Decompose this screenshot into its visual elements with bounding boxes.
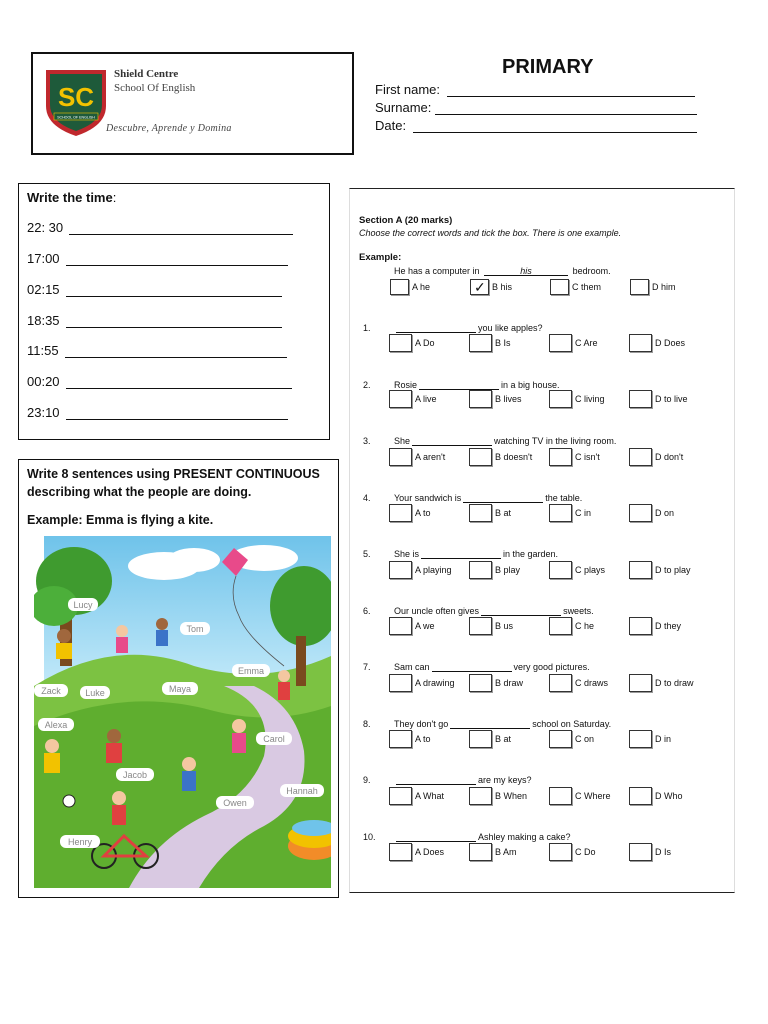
school-name: Shield Centre (114, 68, 179, 80)
answer-line[interactable] (69, 222, 293, 235)
question-sentence (394, 719, 611, 729)
answer-line[interactable] (65, 345, 287, 358)
surname-line[interactable] (435, 102, 697, 115)
answer-checkbox[interactable] (469, 617, 492, 635)
question-number: 5. (363, 549, 371, 559)
answer-option-label: D to draw (655, 678, 694, 688)
answer-checkbox[interactable] (629, 843, 652, 861)
answer-checkbox[interactable] (549, 448, 572, 466)
date-label: Date: (375, 118, 407, 133)
answer-checkbox[interactable] (389, 561, 412, 579)
name-tag-maya: Maya (168, 684, 192, 694)
answer-checkbox[interactable] (389, 787, 412, 805)
answer-checkbox[interactable] (389, 334, 412, 352)
question-sentence (394, 323, 543, 333)
answer-checkbox[interactable] (629, 730, 652, 748)
time-value: 22: 30 (27, 220, 64, 235)
question-blank[interactable] (419, 381, 499, 390)
answer-checkbox[interactable] (389, 504, 412, 522)
name-tag-zack: Zack (41, 686, 61, 696)
question-text-after: Ashley making a cake? (478, 832, 571, 842)
example-after: bedroom. (572, 266, 611, 276)
logo-letters: SC (57, 82, 95, 112)
question-number: 7. (363, 662, 371, 672)
section-a-title: Section A (20 marks) (359, 215, 453, 226)
answer-checkbox[interactable] (469, 674, 492, 692)
answer-checkbox[interactable] (469, 390, 492, 408)
question-blank[interactable] (396, 324, 476, 333)
question-blank[interactable] (450, 720, 530, 729)
answer-checkbox[interactable] (549, 504, 572, 522)
question-text-after: in a big house. (501, 380, 560, 390)
answer-checkbox[interactable] (549, 617, 572, 635)
answer-option-label: D they (655, 621, 682, 631)
answer-checkbox[interactable] (629, 787, 652, 805)
pc-instruction: Write 8 sentences using PRESENT CONTINUOUS describing what the people are doing. (27, 467, 320, 499)
question-sentence (394, 606, 594, 616)
question-blank[interactable] (463, 494, 543, 503)
answer-checkbox[interactable] (549, 390, 572, 408)
example-option-label: D him (652, 282, 676, 292)
example-checkbox[interactable] (390, 279, 409, 295)
question-number: 9. (363, 775, 371, 785)
first-name-label: First name: (375, 82, 441, 97)
question-number: 1. (363, 323, 371, 333)
name-tag-hannah: Hannah (286, 786, 318, 796)
answer-checkbox[interactable] (469, 448, 492, 466)
answer-option-label: C he (575, 621, 595, 631)
question-number: 3. (363, 436, 371, 446)
answer-checkbox[interactable] (549, 674, 572, 692)
answer-option-label: A to (415, 734, 431, 744)
question-text-before: She (394, 436, 411, 446)
pc-example: Example: Emma is flying a kite. (27, 513, 214, 527)
answer-option-label: A Does (415, 847, 445, 857)
question-text-before: Rosie (394, 380, 418, 390)
time-row[interactable] (27, 374, 292, 389)
question-number: 2. (363, 380, 371, 390)
example-blank (484, 267, 568, 276)
logo-ribbon-text: SCHOOL OF ENGLISH (57, 115, 95, 120)
date-field[interactable] (375, 118, 697, 133)
time-row[interactable] (27, 313, 282, 328)
answer-checkbox[interactable] (469, 504, 492, 522)
answer-checkbox[interactable] (469, 334, 492, 352)
time-value: 18:35 (27, 313, 60, 328)
time-value: 00:20 (27, 374, 60, 389)
answer-option-label: C plays (575, 565, 606, 575)
answer-line[interactable] (66, 284, 282, 297)
question-text-after: you like apples? (478, 323, 543, 333)
question-blank[interactable] (396, 833, 476, 842)
answer-option-label: A playing (415, 565, 452, 575)
name-tag-tom: Tom (186, 624, 204, 634)
name-tag-henry: Henry (67, 837, 93, 847)
answer-checkbox[interactable] (549, 561, 572, 579)
school-shield-logo (42, 66, 110, 138)
answer-option-label: B lives (495, 394, 522, 404)
answer-line[interactable] (66, 253, 288, 266)
cloud (168, 548, 220, 572)
answer-line[interactable] (66, 376, 292, 389)
child-figure (232, 719, 246, 733)
answer-option-label: B draw (495, 678, 524, 688)
answer-option-label: A to (415, 508, 431, 518)
example-label: Example: (359, 252, 402, 263)
answer-checkbox[interactable] (469, 561, 492, 579)
answer-option-label: C on (575, 734, 595, 744)
question-text-after: in the garden. (503, 549, 559, 559)
answer-checkbox[interactable] (549, 787, 572, 805)
answer-checkbox[interactable] (629, 617, 652, 635)
answer-option-label: B When (495, 791, 528, 801)
answer-option-label: A What (415, 791, 445, 801)
example-checkbox[interactable] (470, 279, 489, 295)
child-figure (45, 739, 59, 753)
answer-checkbox[interactable] (469, 843, 492, 861)
time-task-title (27, 190, 116, 205)
answer-option-label: C living (575, 394, 605, 404)
question-blank[interactable] (412, 437, 492, 446)
answer-checkbox[interactable] (629, 334, 652, 352)
answer-option-label: A aren't (415, 452, 446, 462)
answer-option-label: A live (415, 394, 437, 404)
answer-checkbox[interactable] (389, 390, 412, 408)
example-checkbox[interactable] (550, 279, 569, 295)
question-text-after: the table. (545, 493, 583, 503)
child-figure (156, 618, 168, 630)
question-sentence (394, 436, 616, 446)
example-checkbox[interactable] (630, 279, 649, 295)
checkmark-icon: ✓ (474, 279, 486, 295)
answer-option-label: C draws (575, 678, 609, 688)
answer-option-label: B Am (495, 847, 517, 857)
question-text-after: are my keys? (478, 775, 532, 785)
example-before: He has a computer in (394, 266, 480, 276)
question-text-before: Your sandwich is (394, 493, 462, 503)
answer-checkbox[interactable] (629, 504, 652, 522)
answer-option-label: D don't (655, 452, 684, 462)
school-motto: Descubre, Aprende y Domina (106, 123, 232, 134)
question-number: 4. (363, 493, 371, 503)
answer-checkbox[interactable] (389, 674, 412, 692)
question-sentence (394, 493, 582, 503)
answer-option-label: B at (495, 508, 512, 518)
question-text-before: They don't go (394, 719, 449, 729)
name-tag-luke: Luke (85, 688, 105, 698)
date-line[interactable] (413, 120, 697, 133)
question-blank[interactable] (396, 776, 476, 785)
question-number: 8. (363, 719, 371, 729)
answer-line[interactable] (66, 315, 282, 328)
question-number: 6. (363, 606, 371, 616)
time-row[interactable] (27, 251, 288, 266)
answer-checkbox[interactable] (389, 448, 412, 466)
answer-checkbox[interactable] (629, 561, 652, 579)
name-tag-lucy: Lucy (73, 600, 93, 610)
answer-option-label: B play (495, 565, 521, 575)
time-value: 02:15 (27, 282, 60, 297)
time-row[interactable] (27, 343, 287, 358)
surname-label: Surname: (375, 100, 432, 115)
name-tag-emma: Emma (237, 666, 265, 676)
answer-option-label: A drawing (415, 678, 455, 688)
first-name-field[interactable] (375, 82, 695, 97)
time-value: 17:00 (27, 251, 60, 266)
question-sentence (394, 380, 560, 390)
answer-checkbox[interactable] (629, 390, 652, 408)
answer-checkbox[interactable] (389, 730, 412, 748)
answer-option-label: B us (495, 621, 514, 631)
question-blank[interactable] (432, 663, 512, 672)
question-sentence (394, 775, 532, 785)
park-illustration (34, 536, 331, 888)
tree-trunk (296, 636, 306, 686)
name-tag-alexa: Alexa (44, 720, 68, 730)
answer-option-label: C isn't (575, 452, 600, 462)
football (63, 795, 75, 807)
child-figure (112, 791, 126, 805)
surname-field[interactable] (375, 100, 697, 115)
question-blank[interactable] (481, 607, 561, 616)
example-option-label: B his (492, 282, 513, 292)
question-text-after: very good pictures. (513, 662, 590, 672)
answer-option-label: C Are (575, 338, 598, 348)
example-sentence (394, 266, 611, 276)
question-text-before: She is (394, 549, 420, 559)
answer-option-label: A we (415, 621, 435, 631)
answer-option-label: B Is (495, 338, 511, 348)
time-row[interactable] (27, 282, 282, 297)
answer-checkbox[interactable] (549, 843, 572, 861)
answer-option-label: A Do (415, 338, 435, 348)
question-sentence (394, 549, 558, 559)
answer-option-label: D Does (655, 338, 686, 348)
time-title-text: Write the time (27, 190, 113, 205)
question-text-before: Our uncle often gives (394, 606, 480, 616)
question-text-after: school on Saturday. (532, 719, 612, 729)
answer-checkbox[interactable] (389, 617, 412, 635)
answer-checkbox[interactable] (549, 334, 572, 352)
answer-option-label: D to live (655, 394, 688, 404)
answer-option-label: D Is (655, 847, 672, 857)
answer-checkbox[interactable] (469, 787, 492, 805)
answer-option-label: B at (495, 734, 512, 744)
school-subtitle: School Of English (114, 82, 196, 94)
question-number: 10. (363, 832, 376, 842)
time-row[interactable] (27, 220, 293, 235)
section-a-instruction: Choose the correct words and tick the box. There is one example. (359, 228, 622, 238)
answer-option-label: C Do (575, 847, 596, 857)
time-row[interactable] (27, 405, 288, 420)
child-figure (278, 670, 290, 682)
example-option-label: C them (572, 282, 602, 292)
answer-option-label: D to play (655, 565, 691, 575)
answer-option-label: D Who (655, 791, 683, 801)
child-figure (182, 757, 196, 771)
name-tag-carol: Carol (263, 734, 285, 744)
first-name-line[interactable] (447, 84, 695, 97)
question-sentence (394, 662, 590, 672)
question-text-after: sweets. (563, 606, 594, 616)
child-figure (116, 625, 128, 637)
answer-option-label: B doesn't (495, 452, 533, 462)
child-figure (57, 629, 71, 643)
name-tag-jacob: Jacob (122, 770, 148, 780)
time-title-colon: : (112, 190, 117, 205)
child-figure (107, 729, 121, 743)
page-title: PRIMARY (502, 56, 594, 78)
answer-option-label: D on (655, 508, 675, 518)
time-value: 11:55 (27, 343, 59, 358)
answer-checkbox[interactable] (629, 674, 652, 692)
answer-checkbox[interactable] (469, 730, 492, 748)
question-blank[interactable] (421, 550, 501, 559)
answer-option-label: C in (575, 508, 592, 518)
question-text-after: watching TV in the living room. (494, 436, 617, 446)
question-text-before: Sam can (394, 662, 430, 672)
example-option-label: A he (412, 282, 431, 292)
answer-checkbox[interactable] (389, 843, 412, 861)
time-value: 23:10 (27, 405, 60, 420)
example-answer: his (520, 266, 532, 276)
answer-option-label: C Where (575, 791, 611, 801)
answer-line[interactable] (66, 407, 288, 420)
answer-checkbox[interactable] (549, 730, 572, 748)
answer-option-label: D in (655, 734, 672, 744)
question-sentence (394, 832, 571, 842)
answer-checkbox[interactable] (629, 448, 652, 466)
name-tag-owen: Owen (223, 798, 247, 808)
